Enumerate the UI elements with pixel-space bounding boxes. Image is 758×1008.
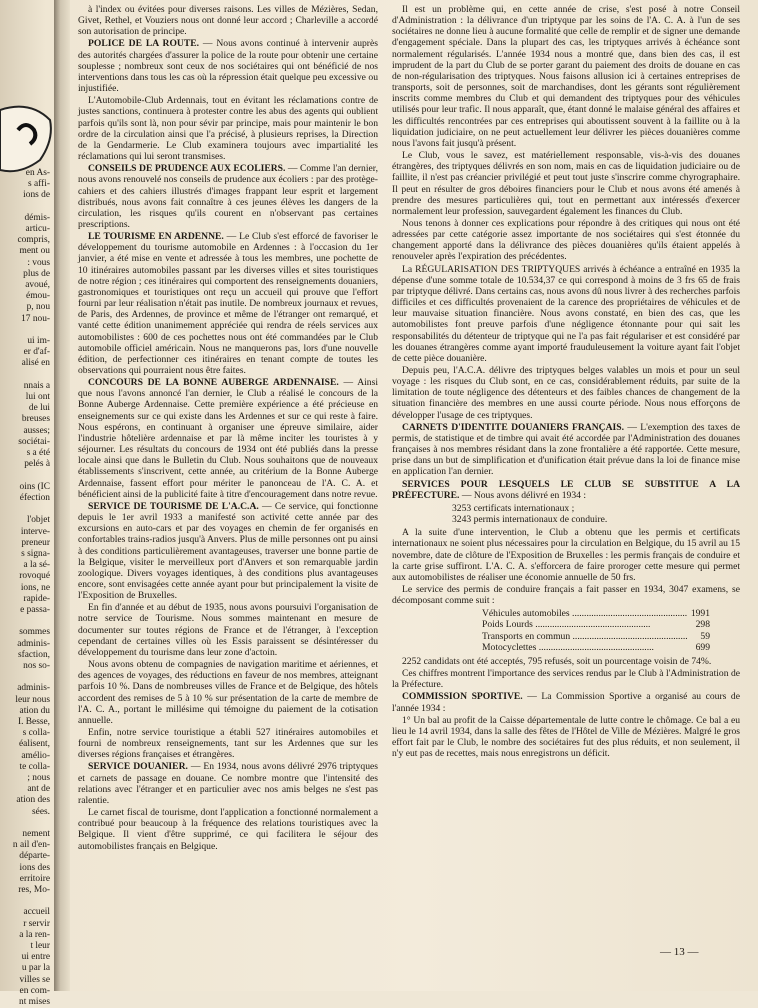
paragraph-text: — Le Club s'est efforcé de favoriser le développement du tourisme automobile en Ardennes : à l'occasion du 1er janvier, a été mise en vente et adressée à tous les membres, une pochette de 10 itinéraires automobiles passant par les diverses villes et sites touristiques de notre région ; ces itinéraires qui comportent des renseignements douaniers, gastronomiques et touristiques ont reçu un accueil qui prouve que l'effort fourni par leur réalisation n'était pas inutile. De nombreux journaux et revues, de Paris, des Ardennes, de province et même de l'étranger ont remarqué, et vanté cette édition unanimement appréciée qui rendra de réels services aux automobilistes : 600 de ces pochettes nous ont été commandées par le Club automobile officiel américain. Nous ne manquerons pas, lors d'une nouvelle édition, de perfectionner ces itinéraires en tenant compte de toutes les observations qui pourraient nous être faites. <box>78 231 379 376</box>
left-margin-line: sfaction, <box>17 649 50 660</box>
paragraph-text: Il est un problème qui, en cette année de crise, s'est posé à notre Conseil d'Administration : la délivrance d'un triptyque par les soins de l'A. C. A. à l'un de ses sociétaires ne donne lieu à aucune formalité que celle de remplir et de signer une demande d'engagement spéciale. Dans la plupart des cas, les triptyques arrivés à échéance sont normalement régularisés. L'année 1934 nous a montré que, dans bien des cas, il est imprudent de la part du Club de se porter garant du paiement des droits de douane en cas de non-régularisation des triptyques. Nous faisons allusion ici à certaines entreprises de transports, soit de personnes, soit de marchandises, dont les gérants sont régulièrement inscrits comme membres du Club et qui demandent des triptyques pour des véhicules utilisés pour leur trafic. Il nous apparaît, que, étant donné le malaise général des affaires et les difficultés rencontrées par ces entreprises qui aboutissent souvent à la faillite ou à la liquidation judiciaire, on ne peut actuellement leur délivrer les pièces douanières comme nous l'avons fait jusqu'à présent. <box>392 4 740 149</box>
table-cell-label: Transports en commun ..... <box>482 631 688 642</box>
paragraph <box>392 4 740 149</box>
left-margin-line: u par la <box>21 963 50 974</box>
left-margin-line: sociétai- <box>18 436 50 447</box>
left-margin-line: adminis- <box>17 638 50 649</box>
left-margin-line: ions des <box>19 862 50 873</box>
paragraph-text: Le carnet fiscal de tourisme, dont l'application a fonctionné normalement a contribué pour beaucoup à la fréquence des relations touristiques avec la Belgique. Il vient d'être supprimé, ce qui facilitera le séjour des automobilistes français en Belgique. <box>78 807 378 852</box>
paragraph-text: — Nous avons délivré en 1934 : <box>459 489 587 501</box>
left-margin-line: l'objet <box>26 515 50 526</box>
table-row <box>482 619 710 630</box>
paragraph-text: En fin d'année et au début de 1935, nous avons poursuivi l'organisation de notre service de Tourisme. Nous sommes maintenant en mesure de documenter sur toutes régions de France et de l'étranger, à l'exception cependant de certaines villes où les Essis paraissent se désintéresser du développement du tourisme dans leur zone d'actoin. <box>78 602 378 658</box>
left-margin-line: accueil <box>23 907 50 918</box>
paragraph <box>392 150 740 217</box>
paragraph-text: — Nous avons continué à intervenir auprès des autorités chargées d'assurer la police de la route pour obtenir une certaine souplesse ; nombreux sont ceux de nos sociétaires qui ont bénéficié de nos interventions dans tous les cas où la répression était quelque peu excessive ou injustifiée. <box>78 38 378 95</box>
left-margin-line: démis- <box>24 212 50 223</box>
paragraph-text: à l'index ou évitées pour diverses raisons. Les villes de Mézières, Sedan, Givet, Rethel, et Vouziers nous ont donné leur accord ; Charleville a accordé son autorisation de principe. <box>78 4 378 38</box>
left-margin-line: départe- <box>19 851 50 862</box>
paragraph <box>78 377 378 500</box>
paragraph <box>78 659 378 726</box>
paragraph-text: — La Commission Sportive a organisé au cours de l'année 1934 : <box>392 691 740 714</box>
left-margin-line: ; nous <box>27 772 50 783</box>
paragraph-text: Le service des permis de conduire français a fait passer en 1934, 3047 examens, se décomposant comme suit : <box>392 583 740 607</box>
left-margin-line: alisé en <box>21 358 50 369</box>
paragraph <box>392 668 740 690</box>
paragraph <box>78 807 378 852</box>
left-margin-line: ant de <box>27 784 50 795</box>
paragraph <box>78 163 378 230</box>
left-margin-line: émou- <box>26 291 50 302</box>
illustration-fragment <box>0 100 54 180</box>
paragraph <box>392 691 740 713</box>
paragraph-text: — Ce service, qui fonctionne depuis le 1er avril 1933 a manifesté son activité cette année par des excursions en auto-cars et par des voyages en chemin de fer organisés en confortables trains-radios jusqu'à Anvers. Plus de mille personnes ont pu ainsi à des conditions particulièrement avantageuses, traverser une bonne partie de la Belgique, visiter le merveilleux port d'Anvers et son remarquable jardin zoologique. Divers voyages identiques, à des conditions plus avantageuses encore, sont envisagées cette année ayant pour but principalement la visite de l'Exposition de Bruxelles. <box>78 500 378 602</box>
paragraph-text: 1° Un bal au profit de la Caisse départementale de lutte contre le chômage. Ce bal a eu lieu le 14 avril 1934, dans la salle des fêtes de l'Hôtel de Ville de Mézières. Malgré le gros effort fait par le Club, le nombre des sociétaires fut des plus réduits, et non seulement, il n'y eut pas de recettes, mais nous enregistrons un déficit. <box>392 714 740 760</box>
section-heading: CONCOURS DE LA BONNE AUBERGE ARDENNAISE. <box>88 377 339 389</box>
table-cell-label: Poids Lourds ..... <box>482 619 680 630</box>
left-margin-line: s a été <box>26 448 50 459</box>
table-row <box>482 631 710 642</box>
left-margin-line <box>0 818 52 829</box>
table-cell-label: Véhicules automobiles ..... <box>482 608 687 619</box>
paragraph-text: Nous tenons à donner ces explications pour répondre à des critiques qui nous ont été adressées par cette catégorie assez importante de nos sociétaires qui s'est étonnée du changement apporté dans la délivrance des pièces douanières qu'ils étaient appelés à renouveler après l'expiration des précédentes. <box>392 217 740 263</box>
section-heading: SERVICES POUR LESQUELS LE CLUB SE SUBSTITUE A LA PRÉFECTURE. <box>392 478 740 501</box>
left-margin-line: : vous <box>27 257 50 268</box>
left-margin-line: s affi- <box>28 179 50 190</box>
left-margin-line: compris, <box>17 235 50 246</box>
paragraph <box>392 365 740 421</box>
paragraph-text: Ces chiffres montrent l'importance des services rendus par le Club à l'Administration de la Préfecture. <box>392 668 740 691</box>
paragraph-text: Enfin, notre service touristique a établi 527 itinéraires automobiles et fourni de nombreux renseignements, tant sur les Ardennes que sur les diverses régions françaises et étrangères. <box>78 727 378 761</box>
left-margin-line: articu- <box>25 224 50 235</box>
left-margin-line: en com- <box>19 985 50 996</box>
exam-table <box>482 608 710 653</box>
left-margin-line: res, Mo- <box>18 885 50 895</box>
left-margin-line: p, nou <box>26 302 50 313</box>
paragraph <box>78 4 378 37</box>
paragraph <box>78 761 378 806</box>
left-margin-line: ions de <box>23 190 50 201</box>
paragraph <box>78 38 378 94</box>
section-heading: CARNETS D'IDENTITE DOUANIERS FRANÇAIS. <box>402 421 624 433</box>
section-heading: POLICE DE LA ROUTE. <box>88 38 200 50</box>
left-margin-line: sommes <box>19 627 50 638</box>
left-margin-line: ions, ne <box>20 582 50 593</box>
left-margin-line: ation du <box>19 705 50 716</box>
left-margin-line: er d'af- <box>23 347 50 358</box>
paragraph <box>392 264 740 364</box>
paragraph <box>392 527 740 583</box>
left-margin-line: éalisent, <box>19 739 50 750</box>
left-margin-line: interve- <box>20 526 50 537</box>
left-margin-line: e passa- <box>20 604 50 615</box>
column-right <box>392 4 740 760</box>
left-margin-line: amélio- <box>21 750 50 761</box>
left-margin-line: plus de <box>23 268 50 279</box>
paragraph-text: Le Club, vous le savez, est matériellement responsable, vis-à-vis des douanes étrangères, des triptyques délivrés en son nom, mais en cas de liquidation judiciaire ou de faillite, il n'est pas créancier privilégié et peut tout juste s'inscrire comme chyrographaire. Il peut en résulter de gros déboires financiers pour le Club et nous avons été amenés à prendre des mesures particulières qui, tout en permettant aux intéressés d'exercer normalement leur profession, sauvegardent également les finances du Club. <box>392 150 740 217</box>
paragraph <box>78 231 378 376</box>
left-margin-line <box>0 672 52 683</box>
left-margin-line: r servir <box>23 918 50 929</box>
paragraph-text: Nous avons obtenu de compagnies de navigation maritime et aériennes, et des agences de voyages, des réductions en faveur de nos membres, atteignant parfois 10 %. Dans de nombreuses villes de France et de Belgique, des hôtels accordent des remises de 5 à 10 % sur présentation de la carte de membre de l'A. C. A., portant le millésime qui témoigne du paiement de la cotisation annuelle. <box>78 659 378 726</box>
left-margin-line: erritoire <box>19 873 50 884</box>
stats-list <box>392 503 740 525</box>
left-margin-line: nnais a <box>23 380 50 391</box>
paragraph-text: La RÉGULARISATION DES TRIPTYQUES arrivés à échéance a entraîné en 1935 la dépense d'une somme totale de 10.534,37 ce qui correspond à moins de 3 frs 65 de frais par triptyque délivré. Dans certains cas, nous avons dû nous livrer à des recherches parfois difficiles et ces difficultés provenaient de la carence des propriétaires de véhicules et de leur mauvaise situation financière. Nous avons constaté, en bien des cas, que les automobilistes font preuve parfois d'une négligence étonnante pour qui sait les responsabilités du détenteur de triptyque qui ne l'a pas fait régulariser et est considéré par les douanes étrangères comme ayant importé frauduleusement la voiture ayant fait l'objet de cette pièce douanière. <box>392 263 740 364</box>
paragraph <box>392 422 740 478</box>
page-number: — 13 — <box>660 946 699 958</box>
paragraph-text: — Comme l'an dernier, nous avons renouvelé nos conseils de prudence aux écoliers : par des protège-cahiers et des cahiers illustrés d'images frappant leur esprit et largement distribués, nous avons fait connaître à ces jeunes élèves les dangers de la circulation, les risques qu'ils courent en n'observant pas certaines prescriptions. <box>78 163 378 230</box>
left-margin-line: preneur <box>21 537 50 548</box>
table-row <box>482 642 710 653</box>
left-margin-line: nt mises <box>19 997 50 1008</box>
column-left <box>78 4 378 853</box>
left-margin-line <box>0 504 52 515</box>
left-margin-line <box>0 370 52 381</box>
left-margin-line: villes se <box>19 974 50 985</box>
left-margin-line: nement <box>22 828 50 839</box>
left-margin-line: éfection <box>19 492 50 503</box>
paragraph <box>78 602 378 658</box>
left-margin-line <box>0 202 52 213</box>
paragraph <box>392 218 740 263</box>
left-margin-line: s signa- <box>21 548 50 559</box>
left-margin-line: lui ont <box>25 392 50 403</box>
left-margin-line: ment ou <box>19 246 50 257</box>
left-margin-line: ui entre <box>21 952 50 963</box>
table-cell-value: 1991 <box>690 608 710 620</box>
left-margin-line: oins (IC <box>19 481 50 492</box>
paragraph <box>392 656 740 667</box>
section-heading: CONSEILS DE PRUDENCE AUX ECOLIERS. <box>88 163 286 175</box>
table-cell-label: Motocyclettes ..... <box>482 642 680 653</box>
paragraph <box>78 95 378 162</box>
paragraph-text: — L'exemption des taxes de permis, de statistique et de timbre qui avait été accordée par l'Administration des douanes françaises à nos membres résidant dans la zone frontalière a été rapportée. Cette mesure, prise dans un but de simplification et d'unification était prévue dans la loi de finance mise en application l'an dernier. <box>392 421 740 478</box>
left-margin-line <box>0 896 52 907</box>
paragraph <box>78 501 378 601</box>
left-margin-line: de lui <box>28 403 50 414</box>
left-margin-line: s colla- <box>22 728 50 739</box>
paragraph-text: A la suite d'une intervention, le Club a obtenu que les permis et certificats internationaux ne soient plus nécessaires pour la circulation en Belgique, du 15 avril au 15 novembre, date de clôture de l'Exposition de Bruxelles : les permis français de conduire et la carte grise suffiront. L'A. C. A. s'efforcera de faire proroger cette mesure qui permet aux automobilistes de réaliser une économie annuelle de 50 frs. <box>392 527 740 583</box>
left-margin-line: a la sé- <box>23 560 50 571</box>
left-margin-line: rovoqué <box>19 571 50 582</box>
left-margin-line: I. Besse, <box>17 716 50 727</box>
section-heading: SERVICE DOUANIER. <box>88 761 188 773</box>
left-margin-line: leur nous <box>15 694 50 705</box>
left-page-fragment <box>0 0 54 1008</box>
paragraph-text: 2252 candidats ont été acceptés, 795 refusés, soit un pourcentage voisin de 74%. <box>402 655 712 667</box>
section-heading: SERVICE DE TOURISME DE L'A.C.A. <box>88 500 259 512</box>
paragraph-text: Depuis peu, l'A.C.A. délivre des triptyques belges valables un mois et pour un seul voyage : les risques du Club sont, en ce cas, considérablement réduits, par suite de la limitation de toute négligence des détenteurs et des faibles chances de changement de la situation financière des membres en une aussi courte période. Nous nous efforçons de développer l'usage de ces triptyques. <box>392 365 740 421</box>
left-margin-line: breuses <box>21 414 50 425</box>
left-margin-line: 17 nou- <box>21 313 50 324</box>
table-cell-value: 59 <box>700 630 710 642</box>
paragraph-text: — Ainsi que nous l'avons annoncé l'an dernier, le Club a réalisé le concours de la Bonne Auberge Ardennaise. Cette première expérience a été précieuse en enseignements sur ce qui existe dans les Ardennes et sur ce qui reste à faire. Nous espérons, en continuant à organiser une épreuve similaire, aider l'industrie hôtelière ardennaise et par là même inciter les touristes à y séjourner. Les résultats du concours de 1934 ont été publiés dans la presse locale ainsi que dans le Bulletin du Club. Nous souhaitons que de nouveaux établissements s'inscrivent, cette année, au critérium de la Bonne Auberge Ardennaise, fassent effort pour mériter le panonceau de l'A. C. A. et bénéficient ainsi de la publicité faite à titre d'encouragement dans notre revue. <box>78 377 378 500</box>
left-margin-line: en As- <box>25 168 50 178</box>
section-heading: LE TOURISME EN ARDENNE. <box>88 231 224 243</box>
table-cell-value: 298 <box>695 619 710 631</box>
left-margin-line: n ail d'en- <box>12 840 50 851</box>
paragraph <box>78 727 378 760</box>
left-margin-line: a la ren- <box>19 929 50 940</box>
left-margin-line: ation des <box>16 795 50 806</box>
paragraph <box>392 479 740 501</box>
stats-line: 3243 permis internationaux de conduire. <box>452 514 608 526</box>
left-margin-line: ausses; <box>23 425 50 436</box>
left-margin-line <box>0 616 52 627</box>
book-gutter <box>54 0 70 991</box>
left-margin-line: pelés à <box>24 459 50 470</box>
table-row <box>482 608 710 619</box>
left-margin-line <box>0 470 52 481</box>
left-margin-line: adminis- <box>17 683 50 694</box>
left-margin-line: te colla- <box>19 761 50 772</box>
left-margin-line: ui im- <box>27 336 50 347</box>
paragraph-text: — En 1934, nous avons délivré 2976 triptyques et carnets de passage en douane. Ce nombre montre que l'intensité des relations avec l'étranger et en particulier avec nos amis belges ne s'est pas ralentie. <box>78 761 378 806</box>
left-margin-line: nos so- <box>23 660 50 671</box>
paragraph <box>392 715 740 760</box>
paragraph-text: L'Automobile-Club Ardennais, tout en évitant les réclamations contre de justes sanctions, continuera à protester contre les abus des agents qui oublient parfois qu'ils sont là, non pour sévir par principe, mais pour maintenir le bon ordre de la circulation ainsi que l'a précisé, à plusieurs reprises, la Direction de la Gendarmerie. Le Club examinera toujours avec impartialité les réclamations qui lui seront transmises. <box>78 95 378 163</box>
stats-line: 3253 certificats internationaux ; <box>452 502 575 514</box>
left-margin-line: t leur <box>30 941 50 952</box>
left-margin-line: rapide- <box>23 593 50 604</box>
paragraph <box>392 584 740 606</box>
left-margin-line: sées. <box>32 806 50 817</box>
section-heading: COMMISSION SPORTIVE. <box>402 691 523 703</box>
table-cell-value: 699 <box>695 641 710 653</box>
left-margin-line <box>0 325 52 336</box>
left-margin-line: avoué, <box>25 280 50 291</box>
